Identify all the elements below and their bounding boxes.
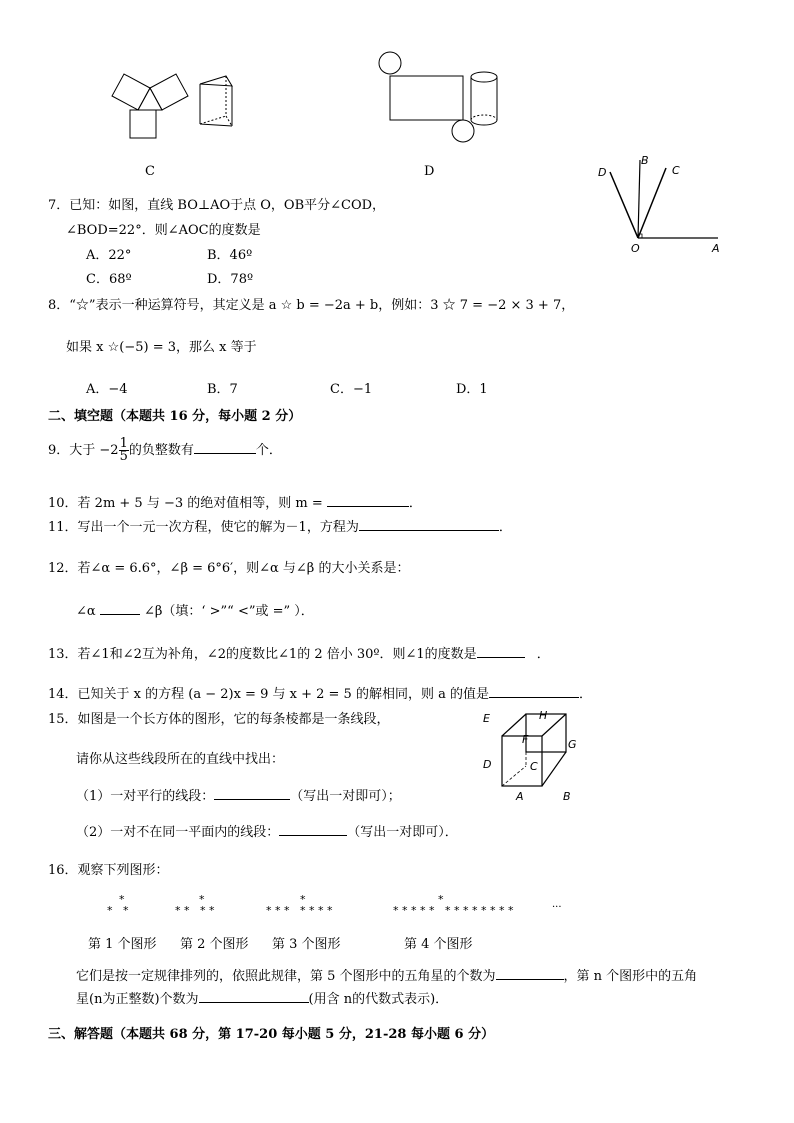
- cuboid-label-c: C: [530, 760, 538, 773]
- q16-figure-4-row: * * * * * * * * * * * * *: [393, 904, 514, 917]
- q7-option-c: C．68º: [86, 272, 132, 287]
- figure-c-prism: [196, 74, 246, 144]
- angle-label-o: O: [631, 242, 640, 255]
- q10-line: [48, 492, 422, 511]
- cuboid-label-g: G: [568, 738, 577, 751]
- q15-part1-hint: （写出一对即可）；: [290, 789, 401, 804]
- q8-line1: 8．“☆”表示一种运算符号，其定义是 a ☆ b = −2a + b，例如：3 ☆ 7 = −2 × 3 + 7，: [48, 298, 575, 313]
- q16-figure-2-top: *: [199, 893, 205, 906]
- section-3-heading: 三、解答题（本题共 68 分，第 17-20 每小题 5 分，21-28 每小题 6 分）: [48, 1027, 495, 1042]
- q12-answer-blank[interactable]: [100, 602, 140, 615]
- angle-label-c: C: [672, 164, 680, 177]
- q16-figure-3-top: *: [300, 893, 306, 906]
- section-2-heading: 二、填空题（本题共 16 分，每小题 2 分）: [48, 409, 302, 424]
- q10-tail: ．: [408, 496, 422, 511]
- q8-option-d: D．1: [456, 382, 488, 397]
- angle-figure: [600, 154, 730, 254]
- cuboid-label-f: F: [522, 733, 529, 746]
- q9-middle: 的负整数有: [128, 443, 194, 458]
- q13-answer-blank[interactable]: [477, 645, 525, 658]
- q15-part2-hint: （写出一对即可）．: [347, 825, 458, 840]
- q8-line2: 如果 x ☆(−5) = 3，那么 x 等于: [66, 340, 257, 355]
- q7-option-b: B．46º: [207, 248, 253, 263]
- cuboid-figure: [490, 708, 580, 798]
- q8-option-c: C．−1: [330, 382, 373, 397]
- cuboid-label-e: E: [483, 712, 490, 725]
- q16-line1: 16．观察下列图形：: [48, 863, 169, 878]
- q16-para1-pre: 它们是按一定规律排列的，依照此规律，第 5 个图形中的五角星的个数为: [76, 969, 496, 984]
- q12-hint: ∠β（填：‘ >”“ <”或 =” ）．: [143, 604, 314, 619]
- q15-line2: 请你从这些线段所在的直线中找出：: [76, 752, 285, 767]
- q9-numerator: 1: [119, 436, 128, 451]
- q11-line: [48, 516, 512, 535]
- q13-line: [48, 643, 550, 662]
- q16-caption-4: 第 4 个图形: [404, 937, 473, 952]
- q13-text: 13．若∠1和∠2互为补角，∠2的度数比∠1的 2 倍小 30º．则∠1的度数是: [48, 647, 477, 662]
- angle-label-d: D: [598, 166, 607, 179]
- q9-line: [48, 436, 282, 466]
- figure-c-label: C: [145, 164, 155, 179]
- q7-option-d: D．78º: [207, 272, 254, 287]
- q11-answer-blank[interactable]: [359, 518, 499, 531]
- q9-fraction: [119, 438, 129, 463]
- cuboid-label-a: A: [516, 790, 524, 803]
- q9-denominator: 5: [119, 449, 128, 464]
- q16-fifth-count-blank[interactable]: [496, 967, 564, 980]
- q10-text: 10．若 2m + 5 与 −3 的绝对值相等，则 m =: [48, 496, 323, 511]
- cuboid-label-h: H: [539, 709, 548, 722]
- q16-paragraph-line2: [76, 988, 448, 1007]
- figure-d-net: [378, 50, 508, 150]
- q14-answer-blank[interactable]: [489, 685, 579, 698]
- q7-option-a: A．22°: [86, 248, 132, 263]
- q16-nth-count-blank[interactable]: [199, 990, 309, 1003]
- figure-d-label: D: [424, 164, 435, 179]
- q16-figure-4-top: *: [438, 893, 444, 906]
- q15-part2-blank[interactable]: [279, 823, 347, 836]
- q9-prefix: 9．大于 −2: [48, 443, 119, 458]
- q8-option-a: A．−4: [86, 382, 128, 397]
- q10-answer-blank[interactable]: [327, 494, 409, 507]
- q15-line3: [76, 785, 401, 804]
- q16-figure-2-row: * * * *: [175, 904, 215, 917]
- q16-para2-pre: 星(n为正整数)个数为: [76, 992, 199, 1007]
- angle-label-b: B: [641, 154, 649, 167]
- q11-text: 11．写出一个一元一次方程，使它的解为－1，方程为: [48, 520, 359, 535]
- q16-figure-1-top: *: [119, 893, 125, 906]
- q16-para1-post: ，第 n 个图形中的五角: [563, 969, 698, 984]
- q16-caption-2: 第 2 个图形: [180, 937, 249, 952]
- q15-part2-label: （2）一对不在同一平面内的线段：: [76, 825, 280, 840]
- q15-part1-label: （1）一对平行的线段：: [76, 789, 215, 804]
- q15-line4: [76, 821, 458, 840]
- q7-line1: 7．已知：如图，直线 BO⊥AO于点 O，OB平分∠COD，: [48, 198, 386, 213]
- cuboid-label-d: D: [483, 758, 492, 771]
- q16-paragraph-line1: [76, 965, 697, 984]
- q16-ellipsis: ···: [552, 902, 562, 913]
- q16-caption-3: 第 3 个图形: [272, 937, 341, 952]
- q14-line: [48, 683, 592, 702]
- figure-c-net: [98, 60, 198, 140]
- q12-line1: 12．若∠α = 6.6°，∠β = 6°6′，则∠α 与∠β 的大小关系是：: [48, 561, 410, 576]
- q12-line2: [76, 600, 314, 619]
- q7-line2: ∠BOD=22°．则∠AOC的度数是: [66, 223, 261, 238]
- q13-tail: ．: [536, 647, 550, 662]
- q14-tail: ．: [578, 687, 592, 702]
- q16-figure-1-row: * *: [107, 904, 129, 917]
- q15-line1: 15．如图是一个长方体的图形，它的每条棱都是一条线段，: [48, 712, 390, 727]
- q8-option-b: B．7: [207, 382, 238, 397]
- angle-label-a: A: [712, 242, 720, 255]
- q16-para2-post: (用含 n的代数式表示)．: [308, 992, 449, 1007]
- q9-tail: 个．: [255, 443, 282, 458]
- q16-caption-1: 第 1 个图形: [88, 937, 157, 952]
- q12-alpha: ∠α: [76, 604, 96, 619]
- q16-figure-3-row: * * * * * * *: [266, 904, 333, 917]
- q14-text: 14．已知关于 x 的方程 (a − 2)x = 9 与 x + 2 = 5 的解相同，则 a 的值是: [48, 687, 489, 702]
- cuboid-label-b: B: [563, 790, 571, 803]
- q9-answer-blank[interactable]: [194, 441, 256, 454]
- q15-part1-blank[interactable]: [214, 787, 290, 800]
- q11-tail: ．: [498, 520, 512, 535]
